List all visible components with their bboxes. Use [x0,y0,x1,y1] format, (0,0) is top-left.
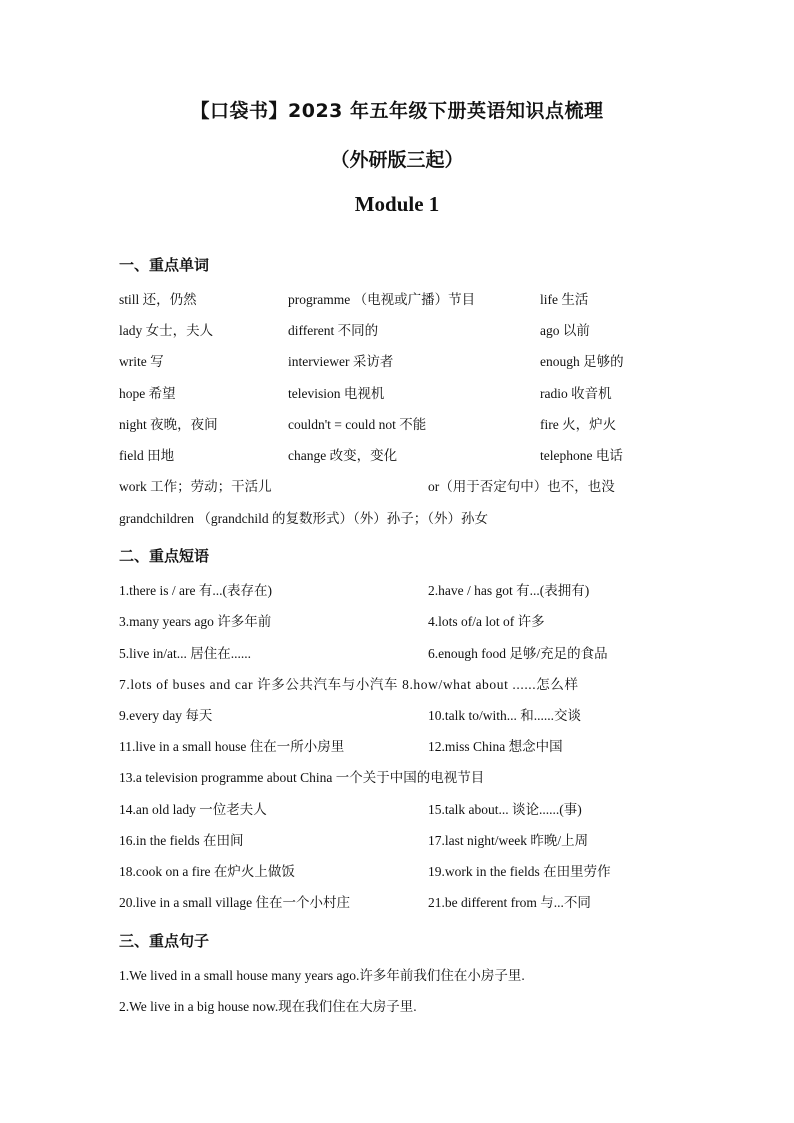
sentence-entry: 2.We live in a big house now.现在我们住在大房子里. [119,999,417,1014]
word-entry: lady 女士，夫人 [119,323,214,338]
word-row [0,319,794,339]
word-row [0,288,794,308]
phrase-row [0,610,794,630]
word-entry: work 工作；劳动；干活儿 [119,479,272,494]
word-row [0,350,794,370]
phrase-entry: 1.there is / are 有...(表存在) [119,583,272,598]
word-entry: still 还，仍然 [119,292,197,307]
word-entry: television 电视机 [288,386,385,401]
section-heading-phrases: 二、重点短语 [119,547,210,565]
phrase-row [0,766,794,786]
phrase-entry: 5.live in/at... 居住在...... [119,646,251,661]
phrase-entry: 18.cook on a fire 在炉火上做饭 [119,864,295,879]
sentence-entry: 1.We lived in a small house many years ago.许多年前我们住在小房子里. [119,968,525,983]
word-entry: telephone 电话 [540,448,623,463]
word-entry: night 夜晚，夜间 [119,417,218,432]
phrase-row [0,673,794,693]
phrase-entry: 6.enough food 足够/充足的食品 [428,646,608,661]
word-entry: grandchildren （grandchild 的复数形式）（外）孙子；（外）孙女 [119,511,488,526]
phrase-entry: 11.live in a small house 住在一所小房里 [119,739,345,754]
word-entry: life 生活 [540,292,589,307]
word-entry: field 田地 [119,448,175,463]
phrase-entry: 19.work in the fields 在田里劳作 [428,864,611,879]
phrase-entry: 9.every day 每天 [119,708,213,723]
phrase-entry: 20.live in a small village 住在一个小村庄 [119,895,350,910]
phrase-entry: 7.lots of buses and car 许多公共汽车与小汽车 8.how/what about ......怎么样 [119,677,579,692]
phrase-entry: 12.miss China 想念中国 [428,739,563,754]
phrase-row [0,704,794,724]
section-heading-words: 一、重点单词 [119,256,210,274]
phrase-row [0,829,794,849]
word-row [0,475,794,495]
sentence-row [0,995,794,1015]
phrase-entry: 2.have / has got 有...(表拥有) [428,583,590,598]
phrase-row [0,579,794,599]
phrase-entry: 21.be different from 与...不同 [428,895,591,910]
sentence-row [0,964,794,984]
phrase-row [0,891,794,911]
phrase-entry: 4.lots of/a lot of 许多 [428,614,545,629]
document-subtitle: （外研版三起） [330,149,464,171]
word-entry: enough 足够的 [540,354,624,369]
word-entry: radio 收音机 [540,386,612,401]
word-entry: hope 希望 [119,386,176,401]
phrase-entry: 17.last night/week 昨晚/上周 [428,833,589,848]
word-row [0,413,794,433]
phrase-row [0,798,794,818]
word-entry: change 改变，变化 [288,448,398,463]
word-entry: or（用于否定句中）也不，也没 [428,479,615,494]
section-heading-sentences: 三、重点句子 [119,932,210,950]
phrase-entry: 13.a television programme about China 一个关于中国的电视节目 [119,770,485,785]
word-row [0,444,794,464]
word-entry: couldn't = could not 不能 [288,417,427,432]
phrase-row [0,642,794,662]
word-entry: different 不同的 [288,323,379,338]
phrase-entry: 15.talk about... 谈论......(事) [428,802,582,817]
phrase-entry: 16.in the fields 在田间 [119,833,244,848]
phrase-row [0,735,794,755]
word-entry: write 写 [119,354,164,369]
module-heading: Module 1 [354,192,440,216]
word-entry: programme （电视或广播）节目 [288,292,476,307]
phrase-entry: 10.talk to/with... 和......交谈 [428,708,581,723]
word-entry: ago 以前 [540,323,590,338]
phrase-row [0,860,794,880]
phrase-entry: 14.an old lady 一位老夫人 [119,802,267,817]
document-title: 【口袋书】2023 年五年级下册英语知识点梳理 [190,100,604,122]
word-entry: interviewer 采访者 [288,354,394,369]
word-entry: fire 火，炉火 [540,417,617,432]
word-row [0,507,794,527]
word-row [0,382,794,402]
phrase-entry: 3.many years ago 许多年前 [119,614,272,629]
